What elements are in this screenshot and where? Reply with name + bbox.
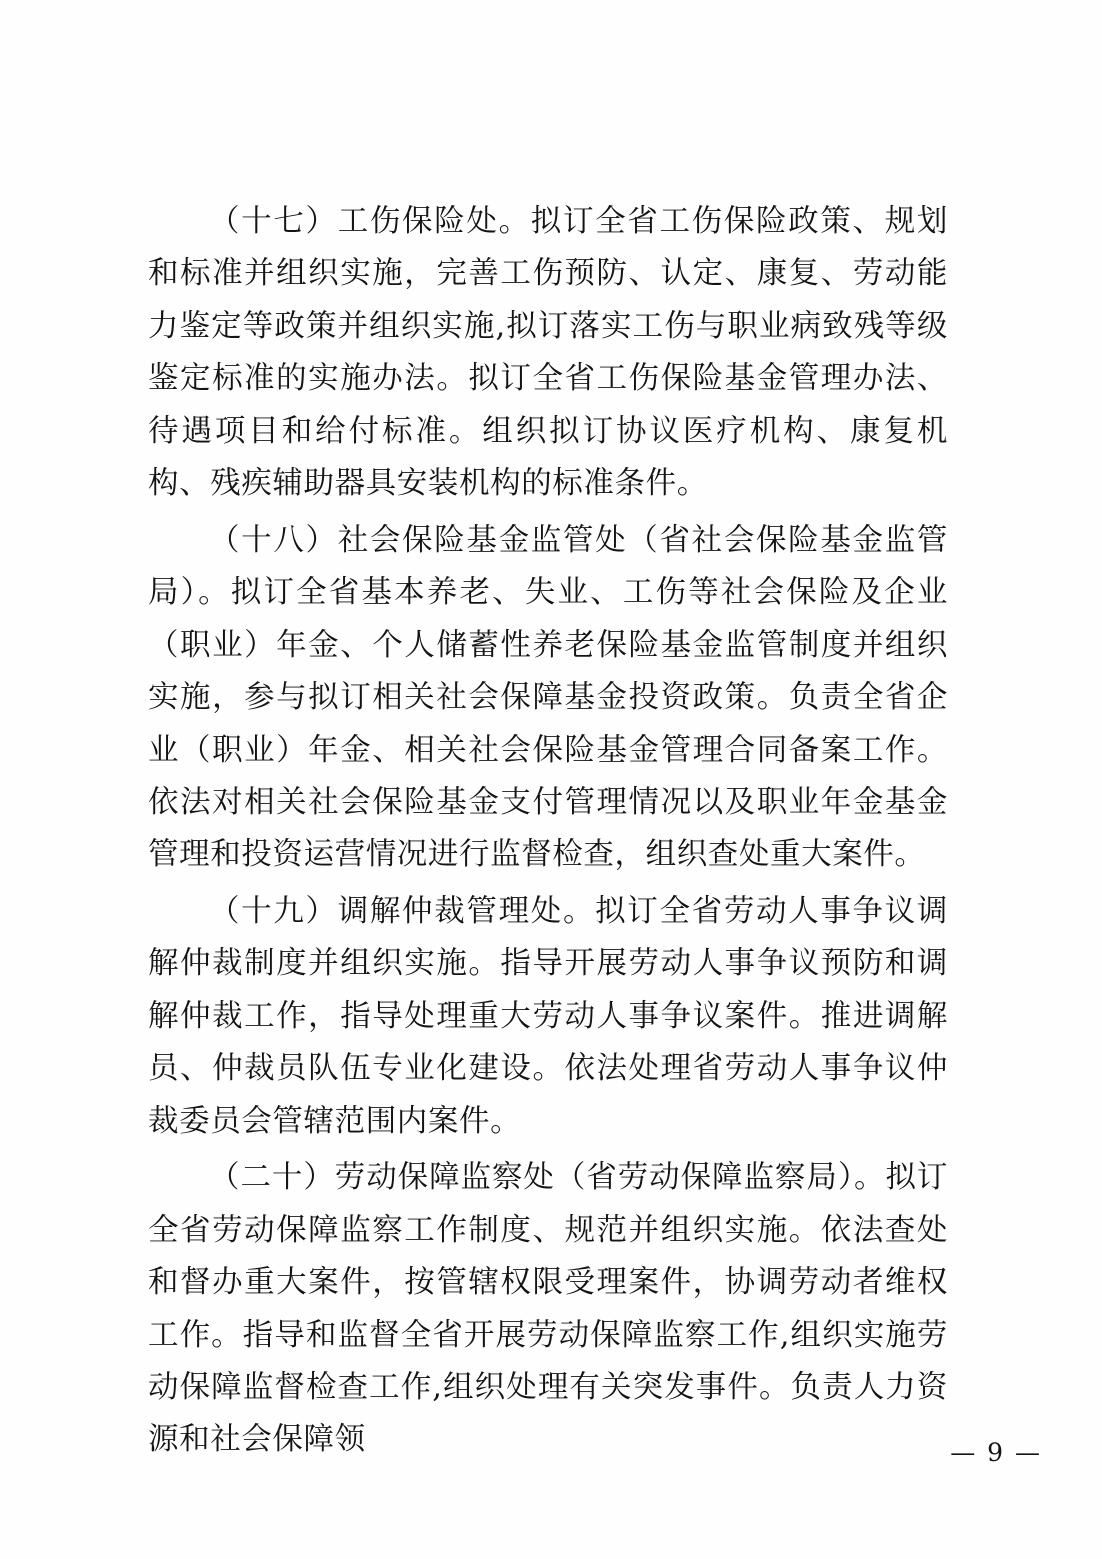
paragraph-18: （十八）社会保险基金监管处（省社会保险基金监管局）。拟订全省基本养老、失业、工伤等社会保险及企业（职业）年金、个人储蓄性养老保险基金监管制度并组织实施，参与拟订相关社会保障基金投资政策。负责全省企业（职业）年金、相关社会保险基金管理合同备案工作。依法对相关社会保险基金支付管理情况以及职业年金基金管理和投资运营情况进行监督检查，组织查处重大案件。 [148,522,948,873]
paragraph-20: （二十）劳动保障监察处（省劳动保障监察局）。拟订全省劳动保障监察工作制度、规范并组织实施。依法查处和督办重大案件，按管辖权限受理案件，协调劳动者维权工作。指导和监督全省开展劳动保障监察工作,组织实施劳动保障监督检查工作,组织处理有关突发事件。负责人力资源和社会保障领 [148,1160,948,1458]
page-number: — 9 — [950,1438,1042,1467]
paragraph-17: （十七）工伤保险处。拟订全省工伤保险政策、规划和标准并组织实施，完善工伤预防、认定、康复、劳动能力鉴定等政策并组织实施,拟订落实工伤与职业病致残等级鉴定标准的实施办法。拟订全省工伤保险基金管理办法、待遇项目和给付标准。组织拟订协议医疗机构、康复机构、残疾辅助器具安装机构的标准条件。 [148,204,948,502]
page-body [148,196,948,1471]
paragraph-19: （十九）调解仲裁管理处。拟订全省劳动人事争议调解仲裁制度并组织实施。指导开展劳动人事争议预防和调解仲裁工作，指导处理重大劳动人事争议案件。推进调解员、仲裁员队伍专业化建设。依法处理省劳动人事争议仲裁委员会管辖范围内案件。 [148,893,948,1139]
